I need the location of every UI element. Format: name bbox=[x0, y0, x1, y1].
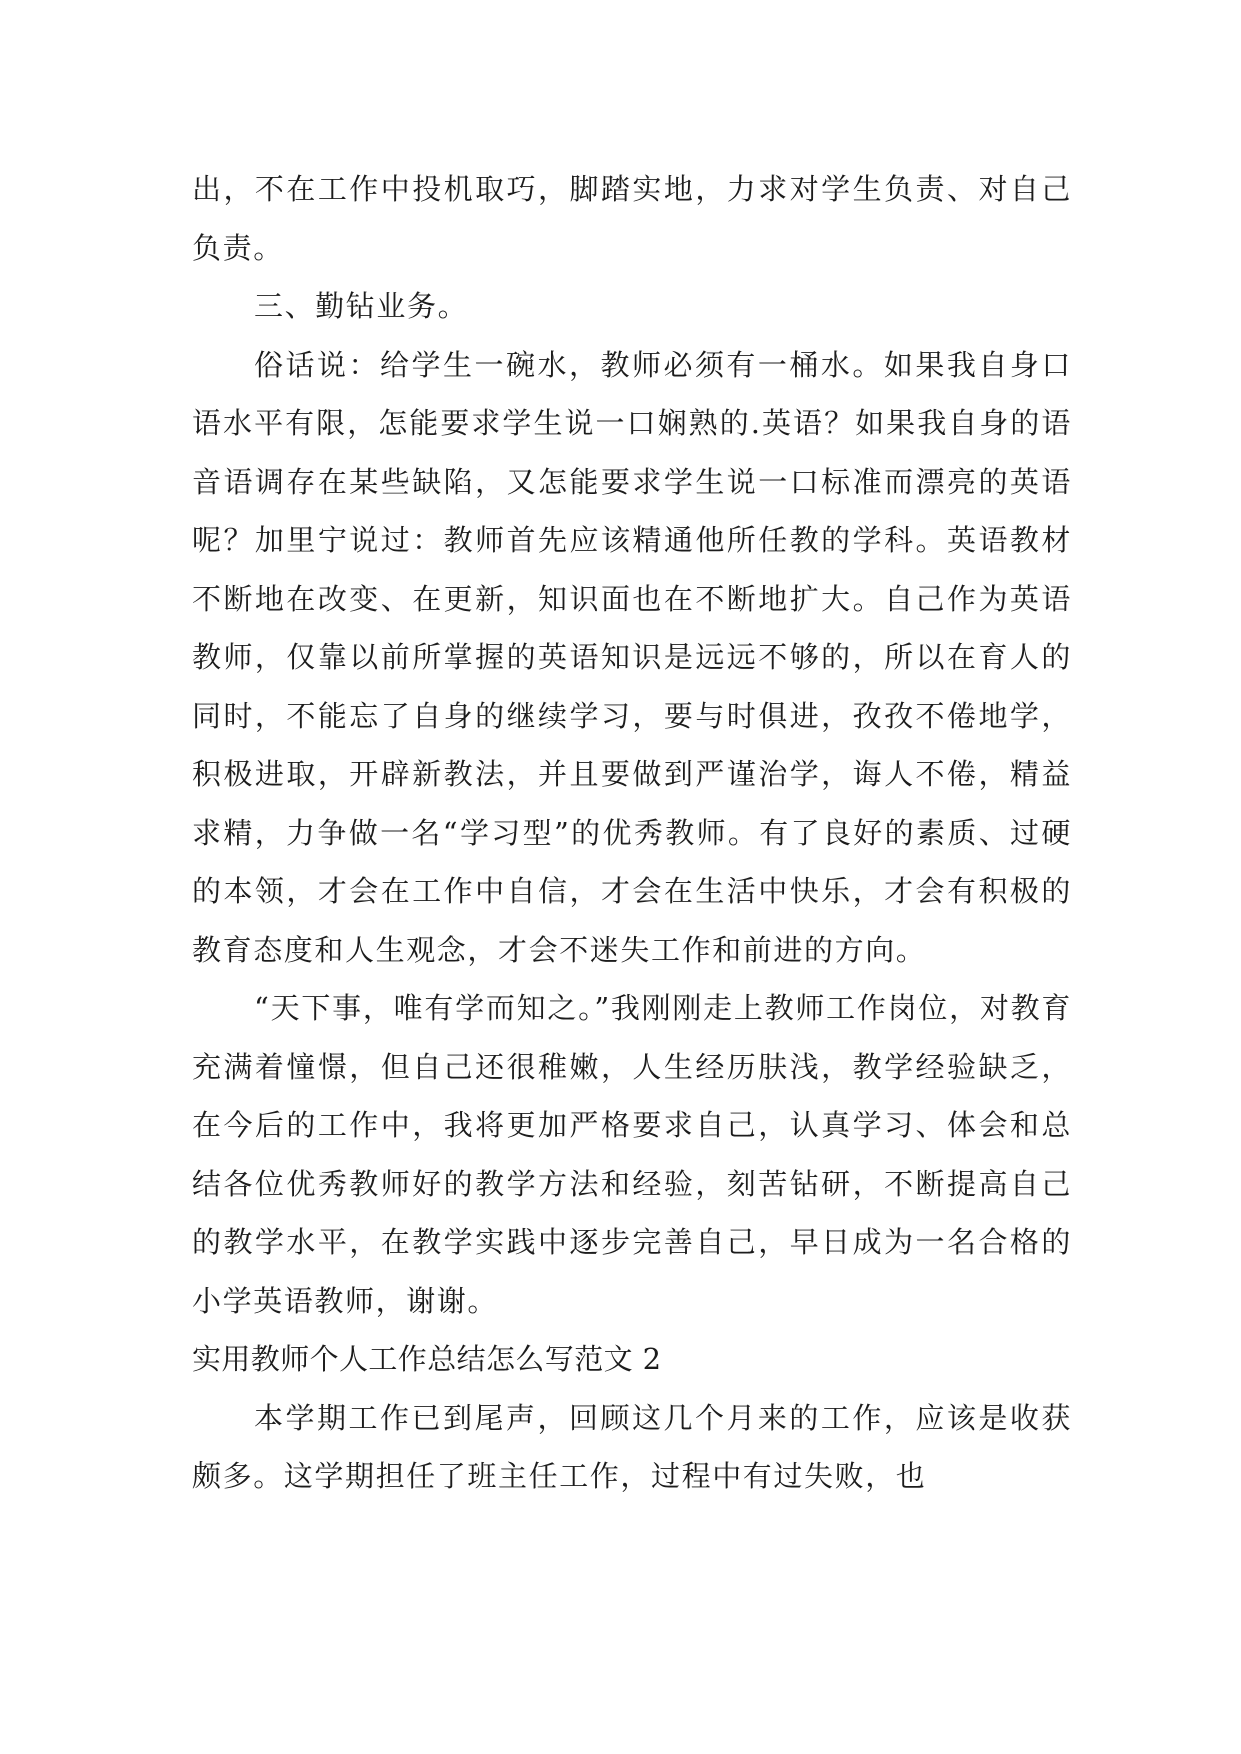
article-title-2: 实用教师个人工作总结怎么写范文 2 bbox=[192, 1342, 662, 1376]
paragraph-learning-resolve: “天下事，唯有学而知之。”我刚刚走上教师工作岗位，对教育充满着憧憬，但自己还很稚嫩，人生经历肤浅，教学经验缺乏，在今后的工作中，我将更加严格要求自己，认真学习、体会和总结各位优秀教师好的教学方法和经验，刻苦钻研，不断提高自己的教学水平，在教学实践中逐步完善自己，早日成为一名合格的小学英语教师，谢谢。 bbox=[192, 991, 1072, 1318]
paragraph-teacher-knowledge: 俗话说：给学生一碗水，教师必须有一桶水。如果我自身口语水平有限，怎能要求学生说一口娴熟的.英语？如果我自身的语音语调存在某些缺陷，又怎能要求学生说一口标准而漂亮的英语呢？加里宁说过：教师首先应该精通他所任教的学科。英语教材不断地在改变、在更新，知识面也在不断地扩大。自己作为英语教师，仅靠以前所掌握的英语知识是远远不够的，所以在育人的同时，不能忘了自身的继续学习，要与时俱进，孜孜不倦地学，积极进取，开辟新教法，并且要做到严谨治学，诲人不倦，精益求精，力争做一名“学习型”的优秀教师。有了良好的素质、过硬的本领，才会在工作中自信，才会在生活中快乐，才会有积极的教育态度和人生观念，才会不迷失工作和前进的方向。 bbox=[192, 347, 1072, 967]
paragraph-semester-review: 本学期工作已到尾声，回顾这几个月来的工作，应该是收获颇多。这学期担任了班主任工作，过程中有过失败，也 bbox=[192, 1400, 1072, 1493]
paragraph-continuation: 出，不在工作中投机取巧，脚踏实地，力求对学生负责、对自己负责。 bbox=[192, 172, 1072, 265]
document-body bbox=[192, 160, 1072, 1506]
section-heading-diligent-study: 三、勤钻业务。 bbox=[254, 289, 469, 323]
